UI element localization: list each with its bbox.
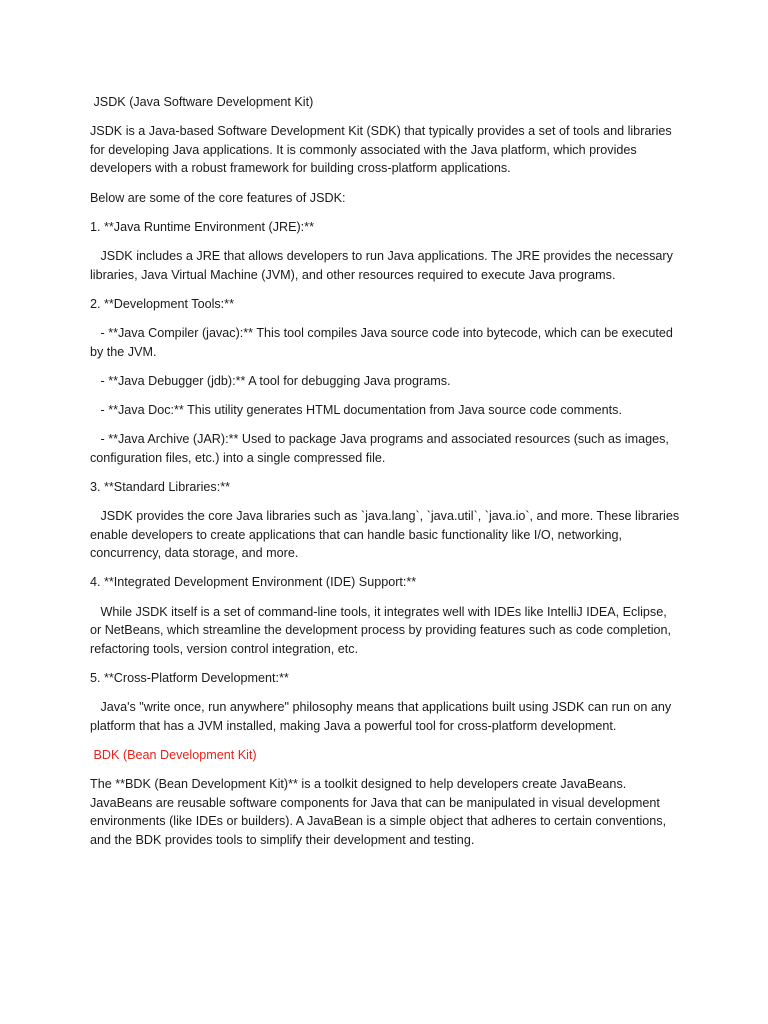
- bdk-body-paragraph: The **BDK (Bean Development Kit)** is a toolkit designed to help developers create JavaBeans. JavaBeans are reusable software components for Java that can be manipulated in visual development environments (like IDEs or builders). A JavaBean is a simple object that adheres to certain conventions, and the BDK provides tools to simplify their development and testing.: [90, 777, 670, 847]
- feature-heading-jre: 1. **Java Runtime Environment (JRE):**: [90, 219, 314, 234]
- feature-body-ide-support: While JSDK itself is a set of command-line tools, it integrates well with IDEs like IntelliJ IDEA, Eclipse, or NetBeans, which streamline the development process by providing features such as code completion, refactoring tools, version control integration, etc.: [90, 604, 675, 656]
- feature-heading-ide-support: 4. **Integrated Development Environment (IDE) Support:**: [90, 575, 417, 590]
- document-body: [90, 93, 683, 860]
- feature-heading-dev-tools: 2. **Development Tools:**: [90, 296, 234, 311]
- features-intro-paragraph: Below are some of the core features of JSDK:: [90, 190, 346, 205]
- feature-body-cross-platform: Java's "write once, run anywhere" philosophy means that applications built using JSDK can run on any platform that has a JVM installed, making Java a powerful tool for cross-platform development.: [90, 700, 675, 733]
- dev-tool-javadoc: - **Java Doc:** This utility generates HTML documentation from Java source code comments.: [90, 402, 622, 417]
- bdk-heading: BDK (Bean Development Kit): [90, 747, 257, 762]
- jsdk-intro-paragraph: JSDK is a Java-based Software Development Kit (SDK) that typically provides a set of tools and libraries for developing Java applications. It is commonly associated with the Java platform, which provides developers with a robust framework for building cross-platform applications.: [90, 124, 676, 176]
- feature-body-jre: JSDK includes a JRE that allows developers to run Java applications. The JRE provides the necessary libraries, Java Virtual Machine (JVM), and other resources required to execute Java programs.: [90, 248, 677, 282]
- dev-tool-javac: - **Java Compiler (javac):** This tool compiles Java source code into bytecode, which can be executed by the JVM.: [90, 325, 677, 359]
- feature-body-standard-libraries: JSDK provides the core Java libraries such as `java.lang`, `java.util`, `java.io`, and more. These libraries enable developers to create applications that can handle basic functionality like I/O, networking, concurrency, data storage, and more.: [90, 509, 683, 561]
- feature-heading-cross-platform: 5. **Cross-Platform Development:**: [90, 670, 289, 685]
- feature-heading-standard-libraries: 3. **Standard Libraries:**: [90, 479, 231, 494]
- dev-tool-jar: - **Java Archive (JAR):** Used to package Java programs and associated resources (such as images, configuration files, etc.) into a single compressed file.: [90, 432, 673, 465]
- jsdk-title: JSDK (Java Software Development Kit): [90, 95, 314, 109]
- dev-tool-jdb: - **Java Debugger (jdb):** A tool for debugging Java programs.: [90, 373, 451, 388]
